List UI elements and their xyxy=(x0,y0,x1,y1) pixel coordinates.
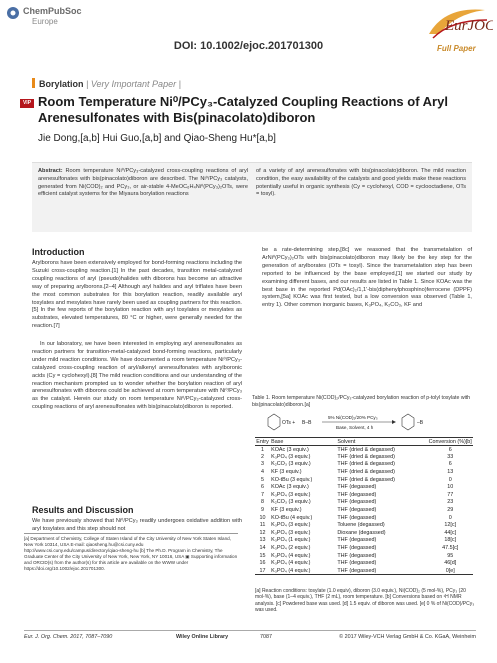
author-list: Jie Dong,[a,b] Hui Guo,[a,b] and Qiao-Sheng Hu*[a,b] xyxy=(38,133,276,144)
cell-solvent: Dioxane (degassed) xyxy=(337,529,386,536)
cell-entry: 5 xyxy=(261,476,265,483)
cell-solvent: THF (dried & degassed) xyxy=(337,476,395,483)
cell-base: K₃PO₄ (3 equiv.) xyxy=(271,522,311,529)
cell-solvent: THF (degassed) xyxy=(337,514,377,521)
abstract-box xyxy=(32,162,472,232)
section-primary: Borylation xyxy=(39,79,84,89)
article-title: Room Temperature Ni⁰/PCy₃-Catalyzed Coupling Reactions of Aryl Arenesulfonates with Bis(pinacolato)diboron xyxy=(38,94,448,125)
svg-text:EurJOC: EurJOC xyxy=(445,18,493,34)
cell-base: K₃PO₄ (3 equiv.) xyxy=(271,529,311,536)
section-secondary: | Very Important Paper | xyxy=(86,79,181,89)
table-row xyxy=(255,453,473,461)
cell-conversion: 13 xyxy=(447,469,454,476)
cell-conversion: 44[c] xyxy=(444,529,457,536)
cell-conversion: 0 xyxy=(448,476,452,483)
cell-conversion: 18[c] xyxy=(444,537,457,544)
intro-heading: Introduction xyxy=(32,247,85,257)
table-row xyxy=(255,483,473,491)
abstract-label: Abstract: xyxy=(38,168,63,174)
table-row xyxy=(255,529,473,537)
cell-entry: 3 xyxy=(261,461,265,468)
cell-base: KO-tBu (4 equiv.) xyxy=(271,514,313,521)
cell-conversion: 23 xyxy=(447,499,454,506)
article-doi[interactable]: DOI: 10.1002/ejoc.201701300 xyxy=(173,40,324,52)
section-tag xyxy=(32,78,181,89)
cell-solvent: THF (dried & degassed) xyxy=(337,453,395,460)
cell-conversion: 46[d] xyxy=(444,560,457,567)
accent-bar xyxy=(32,78,35,88)
table-row xyxy=(255,476,473,484)
table-row xyxy=(255,446,473,454)
table-header-row xyxy=(255,438,473,446)
cell-entry: 12 xyxy=(259,529,266,536)
cell-base: KF (3 equiv.) xyxy=(271,507,302,514)
cell-solvent: THF (dried & degassed) xyxy=(337,446,395,453)
cell-entry: 13 xyxy=(259,537,266,544)
cell-entry: 6 xyxy=(261,484,265,491)
cell-solvent: THF (degassed) xyxy=(337,491,377,498)
right-col-paragraph: be a rate-determining step,[8c] we reasoned that the transmetalation of ArNi⁰(PCy₃)₂OTs with bis(pinacolato)diboron may likely be the key step for the generation of arylborates (OTs = tosyl). Since the transmetalation step has been reported to be influenced by the base employed,[1] we started our study by examining different bases, and our results are listed in Table 1. Since KOAc was the best base in the reported Pd(OAc)₂/1,1'-bis(diphenylphosphino)ferrocene (DPPF) system,[5a] KOAc was first tested, but a low conversion was observed (Table 1, entry 1). Other common inorganic bases, K₃PO₄, K₂CO₃, KF and xyxy=(262,247,472,309)
journal-logo xyxy=(425,4,493,58)
intro-paragraph-1: Arylborons have been extensively employed for bond-forming reactions including the Suzuki cross-coupling reaction.[1] In the past decades, transition metal-catalyzed coupling reactions of aryl (pseudo)halides with diborons has become an attractive way of preparing arylborons.[2–4] Although aryl halides and aryl triflates have been the most common substrates for this borylation reaction, readily available aryl tosylates and mesylates have rarely been used as coupling partners for this reaction.[5] In the few reports of the borylation reaction with aryl tosylates or mesylates as substrates, elevated temperatures, 80 °C or higher, were generally needed for the reaction.[7] xyxy=(32,260,242,330)
eurjoc-logo-icon xyxy=(425,4,493,44)
table-row xyxy=(255,559,473,567)
cell-solvent: THF (degassed) xyxy=(337,560,377,567)
cell-solvent: THF (dried & degassed) xyxy=(337,469,395,476)
footer-library[interactable]: Wiley Online Library xyxy=(176,634,229,640)
cell-entry: 4 xyxy=(261,469,265,476)
cell-conversion: 6 xyxy=(448,461,452,468)
cell-entry: 15 xyxy=(259,552,266,559)
cell-base: KO-tBu (3 equiv.) xyxy=(271,476,313,483)
table-footnote: [a] Reaction conditions: tosylate (1.0 equiv), diboron (3.0 equiv.), Ni(COD)₂ (5 mol-%), PCy₃ (20 mol-%), base (1–4 equiv.), THF (2 mL), room temperature. [b] Conversions based on ¹H NMR analysis. [c] Powdered base was used. [d] 1.5 equiv. of diboron was used. [e] 0 % of Ni(COD)/PCy₃ was used. xyxy=(255,588,475,614)
table-caption: Table 1. Room temperature Ni(COD)₂/PCy₃-catalyzed borylation reaction of p-tolyl tosylate with bis(pinacolato)diboron.[a] xyxy=(252,395,471,408)
abstract-left xyxy=(38,168,248,199)
cell-entry: 1 xyxy=(261,446,265,453)
chempubsoc-mark-icon xyxy=(6,6,20,20)
abstract-text-left: Room temperature Ni⁰/PCy₃-catalyzed cross-coupling reactions of aryl arenesulfonates with bis(pinacolato)diboron are described. The Ni⁰/PCy₃ catalysts, generated from Ni(COD)₂ and PCy₃, or air-stable 4-MeOC₆H₄Ni⁰(PCy₃)₂OTs, were efficient catalyst systems for the Miyaura borylation reactions xyxy=(38,168,249,198)
col-solvent: Solvent xyxy=(336,438,427,446)
table-row xyxy=(255,567,473,575)
results-heading: Results and Discussion xyxy=(32,505,134,515)
cell-solvent: THF (dried & degassed) xyxy=(337,461,395,468)
table-row xyxy=(255,537,473,545)
cell-base: K₂CO₃ (3 equiv.) xyxy=(271,461,311,468)
cell-conversion: 12[c] xyxy=(444,522,457,529)
svg-text:B–B: B–B xyxy=(302,420,312,426)
results-paragraph-1: We have previously showed that Ni⁰/PCy₃ readily undergoes oxidative addition with aryl tosylates and this step should not xyxy=(32,518,242,532)
cell-base: K₃PO₄ (4 equiv.) xyxy=(271,552,311,559)
vip-badge: VIP xyxy=(20,99,34,108)
chempubsoc-logo xyxy=(6,4,86,28)
svg-text:–B: –B xyxy=(417,420,424,426)
page-footer xyxy=(24,630,476,644)
cell-solvent: THF (degassed) xyxy=(337,507,377,514)
table-row xyxy=(255,491,473,499)
table-row xyxy=(255,521,473,529)
table-row xyxy=(255,468,473,476)
cell-entry: 8 xyxy=(261,499,265,506)
scheme-conditions-bottom: Base, Solvent, 4 h xyxy=(336,425,374,430)
cell-solvent: THF (degassed) xyxy=(337,552,377,559)
cell-entry: 16 xyxy=(259,560,266,567)
cell-base: K₂CO₃ (3 equiv.) xyxy=(271,499,311,506)
scheme-conditions-top: 5% Ni(COD)₂/20% PCy₃ xyxy=(328,415,378,420)
cell-base: K₃PO₄ (4 equiv.) xyxy=(271,560,311,567)
publisher-sub: Europe xyxy=(32,17,58,26)
cell-conversion: 29 xyxy=(447,507,454,514)
table-row xyxy=(255,499,473,507)
footer-copyright: © 2017 Wiley-VCH Verlag GmbH & Co. KGaA, Weinheim xyxy=(339,634,476,640)
publisher-name: ChemPubSoc xyxy=(23,6,82,16)
cell-conversion: 95 xyxy=(447,552,454,559)
col-base: Base xyxy=(270,438,336,446)
cell-conversion: 77 xyxy=(447,491,454,498)
cell-entry: 14 xyxy=(259,545,266,552)
cell-base: K₃PO₄ (2 equiv.) xyxy=(271,545,311,552)
cell-entry: 2 xyxy=(261,453,265,460)
cell-solvent: THF (degassed) xyxy=(336,567,427,575)
cell-entry: 7 xyxy=(261,491,265,498)
table-row xyxy=(255,461,473,469)
cell-entry: 11 xyxy=(259,522,266,529)
cell-solvent: THF (degassed) xyxy=(337,484,377,491)
cell-entry: 9 xyxy=(261,507,265,514)
table-row xyxy=(255,514,473,522)
svg-text:OTs +: OTs + xyxy=(282,420,296,426)
cell-base: K₃PO₄ (1 equiv.) xyxy=(271,537,311,544)
intro-paragraph-2: In our laboratory, we have been interested in employing aryl arenesulfonates as reaction partners for transition-metal-catalyzed bond-forming reactions, particularly under mild reaction conditions. We have documented a room temperature Ni⁰/PCy₃-catalyzed cross-coupling reaction of aryl/alkenyl arenesulfonates with arylboronic acids (Cy = cyclohexyl).[8] The mild reaction conditions and our understanding of the reaction mechanism prompted us to wonder whether the borylation reaction of aryl arenesulfonates with diborons could be achieved at room temperature with Ni⁰/PCy₃ as the catalyst. Herein our study on room temperature Ni⁰/PCy₃-catalyzed cross-coupling reactions of aryl arenesulfonates with bis(pinacolato)diboron is reported. xyxy=(32,341,242,411)
cell-conversion: 33 xyxy=(447,453,454,460)
affiliations: [a] Department of Chemistry, College of Staten Island of the City University of New York Staten Island, New York 10314, USA E-mail: qiaosheng.hu@csi.cuny.edu http://www.csi.cuny.edu/campus/directory/qiao-sheng-hu [b] The Ph.D. Program in Chemistry, The Graduate Center of the City University of New York, New York, NY 10016, USA ▣ Supporting information and ORCID(s) from the author(s) for this article are available on the WWW under https://doi.org/10.1002/ejoc.201701300. xyxy=(24,533,238,572)
cell-base: K₃PO₄ (4 equiv.) xyxy=(270,567,336,575)
cell-base: K₃PO₄ (3 equiv.) xyxy=(271,491,311,498)
col-conversion: Conversion (%)[b] xyxy=(428,438,472,445)
footer-page-number: 7087 xyxy=(260,634,272,640)
cell-base: KOAc (3 equiv.) xyxy=(271,484,309,491)
abstract-text-right: of a variety of aryl arenesulfonates with bis(pinacolato)diboron. The mild reaction condition, the easy availability of the catalysts and good yields make these reactions potentially useful in organic synthesis (Cy = cyclohexyl, COD = cyclooctadiene, OTs = tosyl). xyxy=(256,168,466,198)
table-body xyxy=(255,446,473,575)
cell-conversion: 47.5[c] xyxy=(442,545,459,552)
table-row xyxy=(255,506,473,514)
table-row xyxy=(255,552,473,560)
full-paper-label: Full Paper xyxy=(437,44,476,53)
cell-entry: 17 xyxy=(255,567,270,575)
cell-solvent: THF (degassed) xyxy=(337,499,377,506)
cell-conversion: 0[e] xyxy=(427,567,473,575)
reaction-scheme xyxy=(262,410,472,434)
cell-conversion: 6 xyxy=(448,446,452,453)
cell-solvent: THF (degassed) xyxy=(337,537,377,544)
cell-base: KOAc (3 equiv.) xyxy=(271,446,309,453)
table-row xyxy=(255,544,473,552)
conditions-table xyxy=(255,437,473,575)
col-entry: Entry xyxy=(256,438,269,445)
cell-conversion: 10 xyxy=(447,484,454,491)
cell-base: K₃PO₄ (3 equiv.) xyxy=(271,453,311,460)
footer-citation: Eur. J. Org. Chem. 2017, 7087–7090 xyxy=(24,634,113,640)
cell-entry: 10 xyxy=(259,514,266,521)
cell-base: KF (3 equiv.) xyxy=(271,469,302,476)
cell-solvent: Toluene (degassed) xyxy=(337,522,385,529)
cell-conversion: 0 xyxy=(448,514,452,521)
cell-solvent: THF (degassed) xyxy=(337,545,377,552)
